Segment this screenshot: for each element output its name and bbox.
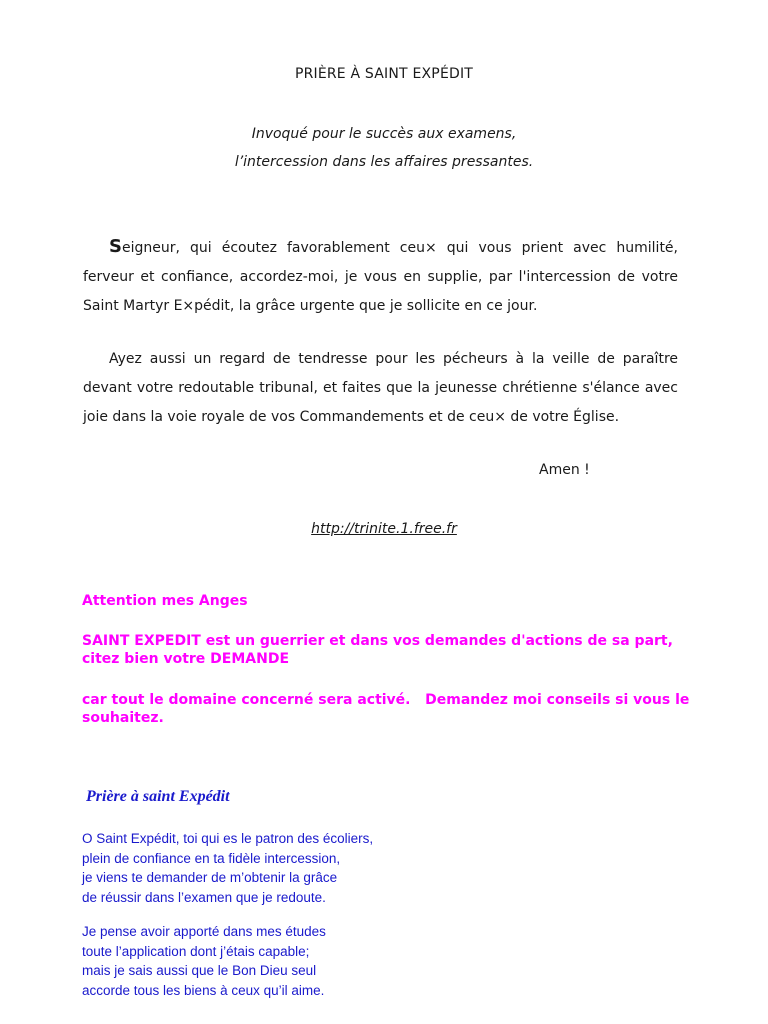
prayer-paragraph-2: [83, 345, 678, 432]
stanza-1-line: O Saint Expédit, toi qui es le patron des écoliers,: [82, 831, 374, 846]
prayer-paragraph-1: [83, 232, 678, 321]
stanza-1-line: de réussir dans l’examen que je redoute.: [82, 889, 326, 905]
note-domain: car tout le domaine concerné sera activé. Demandez moi conseils si vous le souhaitez.: [82, 692, 695, 726]
drop-cap: S: [109, 236, 122, 257]
subtitle-line-1: Invoqué pour le succès aux examens,: [251, 126, 517, 142]
prayer-2-stanza-2: [82, 922, 682, 1000]
paragraph-1-text: eigneur, qui écoutez favorablement ceu× qui vous prient avec humilité, ferveur et confiance, accordez-moi, je vous en supplie, par l'intercession de votre Saint Martyr E×pédit, la grâce urgente que je sollicite en ce jour.: [83, 240, 678, 314]
prayer-2-title: Prière à saint Expédit: [86, 788, 230, 805]
stanza-2-line: mais je sais aussi que le Bon Dieu seul: [82, 963, 317, 978]
stanza-1-line: je viens te demander de m’obtenir la grâce: [82, 870, 338, 885]
note-attention: Attention mes Anges: [82, 593, 248, 609]
note-warrior: SAINT EXPEDIT est un guerrier et dans vos demandes d'actions de sa part, citez bien votre DEMANDE: [82, 633, 673, 667]
page-title: PRIÈRE À SAINT EXPÉDIT: [294, 66, 474, 82]
stanza-2-line: toute l’application dont j’étais capable;: [82, 943, 310, 959]
stanza-2-line: Je pense avoir apporté dans mes études: [82, 924, 326, 939]
source-link[interactable]: http://trinite.1.free.fr: [311, 521, 457, 537]
paragraph-2-text: Ayez aussi un regard de tendresse pour les pécheurs à la veille de paraître devant votre redoutable tribunal, et faites que la jeunesse chrétienne s'élance avec joie dans la voie royale de vos Commandements et de ceu× de votre Église.: [83, 351, 678, 425]
stanza-1-line: plein de confiance en ta fidèle intercession,: [82, 850, 341, 866]
amen-text: Amen !: [539, 462, 590, 478]
stanza-2-line: accorde tous les biens à ceux qu’il aime.: [82, 982, 325, 998]
prayer-2-stanza-1: [82, 829, 682, 907]
subtitle-line-2: l’intercession dans les affaires pressantes.: [234, 154, 534, 170]
